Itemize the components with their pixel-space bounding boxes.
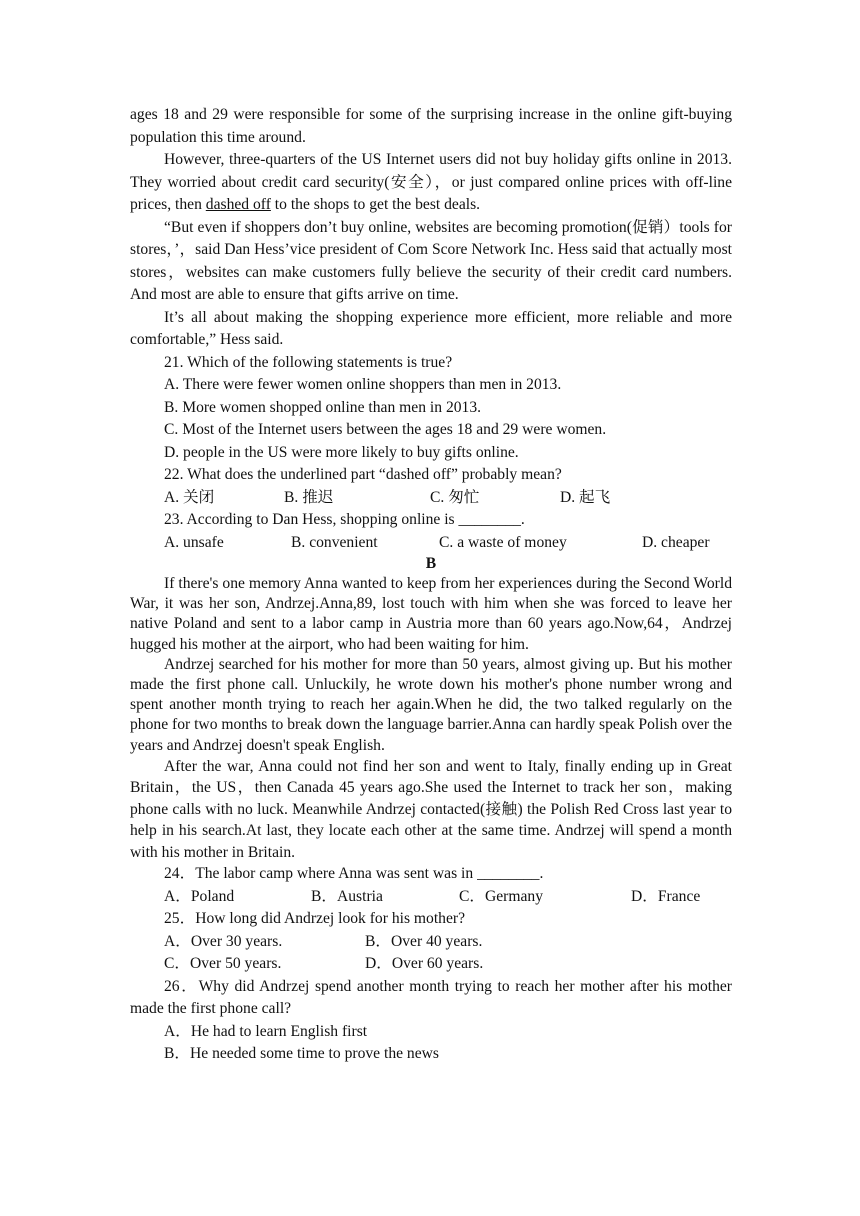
question-22-option-d: D. 起飞 [560, 488, 611, 506]
passage-a-paragraph-4: It’s all about making the shopping experience more efficient, more reliable and more comfortable,” Hess said. [130, 308, 732, 348]
question-23-option-d: D. cheaper [642, 533, 710, 551]
question-22-option-a: A. 关闭 [164, 488, 215, 506]
exam-page [130, 104, 732, 1066]
underlined-dashed-off: dashed off [205, 196, 271, 213]
passage-b-paragraph-3: After the war, Anna could not find her son and went to Italy, finally ending up in Great Britain，the US，then Canada 45 years ago.She used the Internet to track her son，making phone calls with no luck. Meanwhile Andrzej contacted(接触) the Polish Red Cross last year to help in his search.At last, they locate each other at the same time. Andrzej will spend a month with his mother in Britain. [130, 757, 732, 861]
question-23-option-b: B. convenient [291, 533, 378, 551]
passage-b-paragraph-2: Andrzej searched for his mother for more than 50 years, almost giving up. But his mother made the first phone call. Unluckily, he wrote down his mother's phone number wrong and spent another month trying to reach her again.When he did, the two talked regularly on the phone for two months to break down the language barrier.Anna can hardly speak Polish over the years and Andrzej doesn't speak English. [130, 655, 732, 754]
question-21-option-d: D. people in the US were more likely to buy gifts online. [164, 443, 519, 461]
question-21-option-c: C. Most of the Internet users between the ages 18 and 29 were women. [164, 421, 607, 438]
question-25-options-row-1 [130, 931, 732, 954]
question-24-option-c: C．Germany [459, 887, 544, 905]
question-21-option-a: A. There were fewer women online shoppers than men in 2013. [164, 376, 562, 393]
question-23-option-c: C. a waste of money [439, 533, 567, 551]
question-24-option-d: D．France [631, 887, 701, 905]
passage-a-paragraph-3: “But even if shoppers don’t buy online, websites are becoming promotion(促销）tools for stores，’，said Dan Hess’vice president of Com Score Network Inc. Hess said that actually most stores，websites can make customers fully believe the security of their credit card numbers. And most are able to ensure that gifts arrive on time. [130, 218, 732, 303]
question-26-option-a: A．He had to learn English first [164, 1022, 368, 1040]
passage-b-paragraph-1: If there's one memory Anna wanted to keep from her experiences during the Second World War, it was her son, Andrzej.Anna,89, lost touch with him when she was forced to leave her native Poland and sent to a labor camp in Austria more than 60 years ago.Now,64，Andrzej hugged his mother at the airport, who had been waiting for him. [130, 575, 732, 653]
question-23-option-a: A. unsafe [164, 533, 224, 551]
question-25-option-b: B．Over 40 years. [365, 932, 483, 950]
section-b-heading: B [425, 555, 437, 572]
question-22-options [130, 487, 732, 510]
question-26-option-b: B．He needed some time to prove the news [164, 1045, 439, 1063]
question-21-stem: 21. Which of the following statements is true? [164, 353, 453, 371]
question-25-stem: 25．How long did Andrzej look for his mother? [164, 910, 466, 928]
question-25-option-d: D．Over 60 years. [365, 955, 484, 973]
question-25-options-row-2 [130, 953, 732, 976]
passage-b [130, 574, 732, 863]
question-21-option-b: B. More women shopped online than men in 2013. [164, 398, 482, 416]
question-25-option-a: A．Over 30 years. [164, 932, 283, 950]
question-23-stem: 23. According to Dan Hess, shopping online is ________. [164, 511, 525, 528]
question-26-stem: 26．Why did Andrzej spend another month trying to reach her mother after his mother made the first phone call? [130, 977, 732, 1018]
question-22-option-b: B. 推迟 [284, 488, 334, 506]
passage-a-paragraph-1: ages 18 and 29 were responsible for some of the surprising increase in the online gift-buying population this time around. [130, 106, 732, 146]
question-24-option-b: B．Austria [311, 887, 383, 905]
question-24-options [130, 886, 732, 909]
question-23-options [130, 532, 732, 555]
passage-a-paragraph-2: However, three-quarters of the US Internet users did not buy holiday gifts online in 2013. They worried about credit card security(安全），or just compared online prices with off-line prices, then dashed off to the shops to get the best deals. [130, 151, 732, 213]
question-22-stem: 22. What does the underlined part “dashed off” probably mean? [164, 466, 562, 483]
question-24-stem: 24．The labor camp where Anna was sent was in ________. [164, 865, 544, 883]
question-24-option-a: A．Poland [164, 887, 235, 905]
question-22-option-c: C. 匆忙 [430, 488, 480, 506]
question-25-option-c: C．Over 50 years. [164, 955, 282, 973]
